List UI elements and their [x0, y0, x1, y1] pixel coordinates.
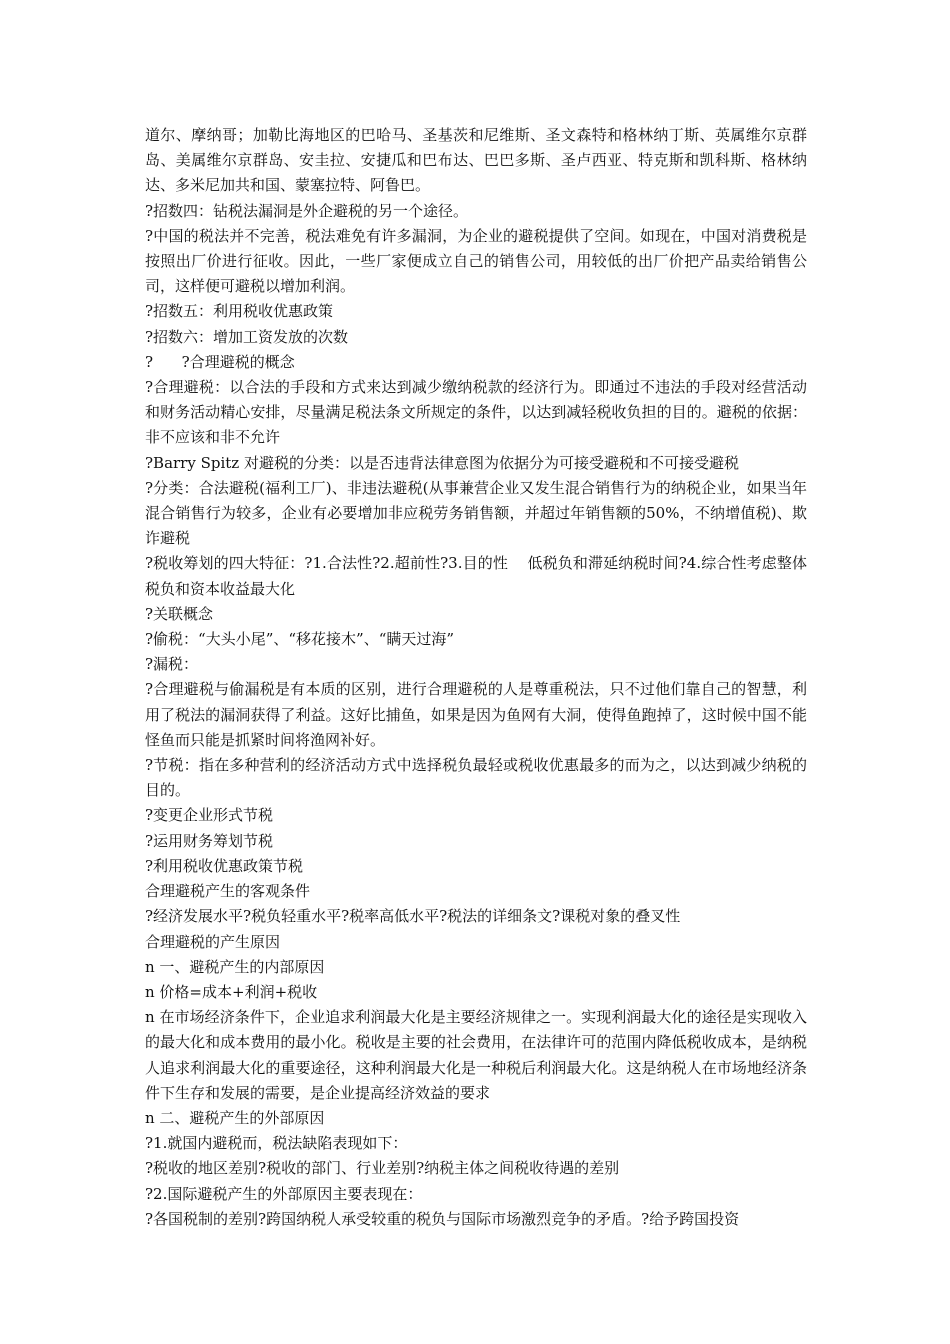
paragraph-essential-difference: ?合理避税与偷漏税是有本质的区别，进行合理避税的人是尊重税法，只不过他们靠自己的智慧，利用了税法的漏洞获得了利益。这好比捕鱼，如果是因为鱼网有大洞，使得鱼跑掉了，这时候中国不能怪鱼而只能是抓紧时间将渔网补好。 — [145, 680, 807, 749]
paragraph-tax-saving: ?节税：指在多种营利的经济活动方式中选择税负最轻或税收优惠最多的而为之，以达到减少纳税的目的。 — [145, 756, 807, 800]
paragraph-tax-system-differences: ?各国税制的差别?跨国纳税人承受较重的税负与国际市场激烈竞争的矛盾。?给予跨国投资 — [145, 1209, 740, 1228]
paragraph-tactic-four: ?招数四：钻税法漏洞是外企避税的另一个途径。 — [145, 201, 469, 220]
paragraph-preferential-policy: ?利用税收优惠政策节税 — [145, 856, 304, 875]
paragraph-profit-maximization: n 在市场经济条件下，企业追求利润最大化是主要经济规律之一。实现利润最大化的途径是实现收入的最大化和成本费用的最小化。税收是主要的社会费用，在法律许可的范围内降低税收成本，是纳税人追求利润最大化的重要途径，这种利润最大化是一种税后利润最大化。这是纳税人在市场地经济条件下生存和发展的需要，是企业提高经济效益的要求 — [145, 1008, 807, 1102]
paragraph-reasonable-avoidance-definition: ?合理避税：以合法的手段和方式来达到减少缴纳税款的经济行为。即通过不违法的手段对经营活动和财务活动精心安排，尽量满足税法条文所规定的条件，以达到减轻税收负担的目的。避税的依据：非不应该和非不允许 — [145, 378, 807, 447]
paragraph-tax-differences: ?税收的地区差别?税收的部门、行业差别?纳税主体之间税收待遇的差别 — [145, 1159, 620, 1178]
paragraph-classification: ?分类：合法避税(福利工厂)、非违法避税(从事兼营企业又发生混合销售行为的纳税企业，如果当年混合销售行为较多，企业有必要增加非应税劳务销售额，并超过年销售额的50%，不纳增值税)、欺诈避税 — [145, 478, 807, 548]
paragraph-tactic-five: ?招数五：利用税收优惠政策 — [145, 302, 334, 321]
paragraph-objective-conditions: ?经济发展水平?税负轻重水平?税率高低水平?税法的详细条文?课税对象的叠叉性 — [145, 907, 681, 926]
paragraph-domestic-defects: ?1.就国内避税而，税法缺陷表现如下： — [145, 1134, 408, 1153]
paragraph-barry-spitz-classification: ?Barry Spitz 对避税的分类：以是否违背法律意图为依据分为可接受避税和不可接受避税 — [145, 453, 739, 472]
paragraph-financial-planning: ?运用财务筹划节税 — [145, 831, 274, 850]
paragraph-tactic-six: ?招数六：增加工资发放的次数 — [145, 327, 349, 346]
paragraph-tax-haven-list: 道尔、摩纳哥；加勒比海地区的巴哈马、圣基茨和尼维斯、圣文森特和格林纳丁斯、英属维尔京群岛、美属维尔京群岛、安圭拉、安捷瓜和巴布达、巴巴多斯、圣卢西亚、特克斯和凯科斯、格林纳达、多米尼加共和国、蒙塞拉特、阿鲁巴。 — [145, 126, 807, 195]
paragraph-price-formula: n 价格=成本+利润+税收 — [145, 982, 318, 1001]
paragraph-tax-evasion: ?偷税：“大头小尾”、“移花接木”、“瞒天过海” — [145, 630, 455, 649]
paragraph-concept-heading: ? ?合理避税的概念 — [145, 352, 295, 371]
paragraph-internal-causes: n 一、避税产生的内部原因 — [145, 957, 325, 976]
paragraph-objective-conditions-heading: 合理避税产生的客观条件 — [145, 882, 311, 901]
document-page — [145, 123, 807, 1232]
paragraph-international-causes: ?2.国际避税产生的外部原因主要表现在： — [145, 1184, 423, 1203]
paragraph-related-concepts: ?关联概念 — [145, 604, 214, 623]
paragraph-four-features: ?税收筹划的四大特征：?1.合法性?2.超前性?3.目的性 低税负和滞延纳税时间?4.综合性考虑整体税负和资本收益最大化 — [145, 554, 807, 598]
paragraph-external-causes: n 二、避税产生的外部原因 — [145, 1108, 325, 1127]
paragraph-causes-heading: 合理避税的产生原因 — [145, 932, 281, 951]
paragraph-tax-omission: ?漏税： — [145, 655, 199, 674]
paragraph-change-business-form: ?变更企业形式节税 — [145, 806, 274, 825]
paragraph-tax-law-loopholes: ?中国的税法并不完善，税法难免有许多漏洞，为企业的避税提供了空间。如现在，中国对消费税是按照出厂价进行征收。因此，一些厂家便成立自己的销售公司，用较低的出厂价把产品卖给销售公司，这样便可避税以增加利润。 — [145, 226, 807, 296]
